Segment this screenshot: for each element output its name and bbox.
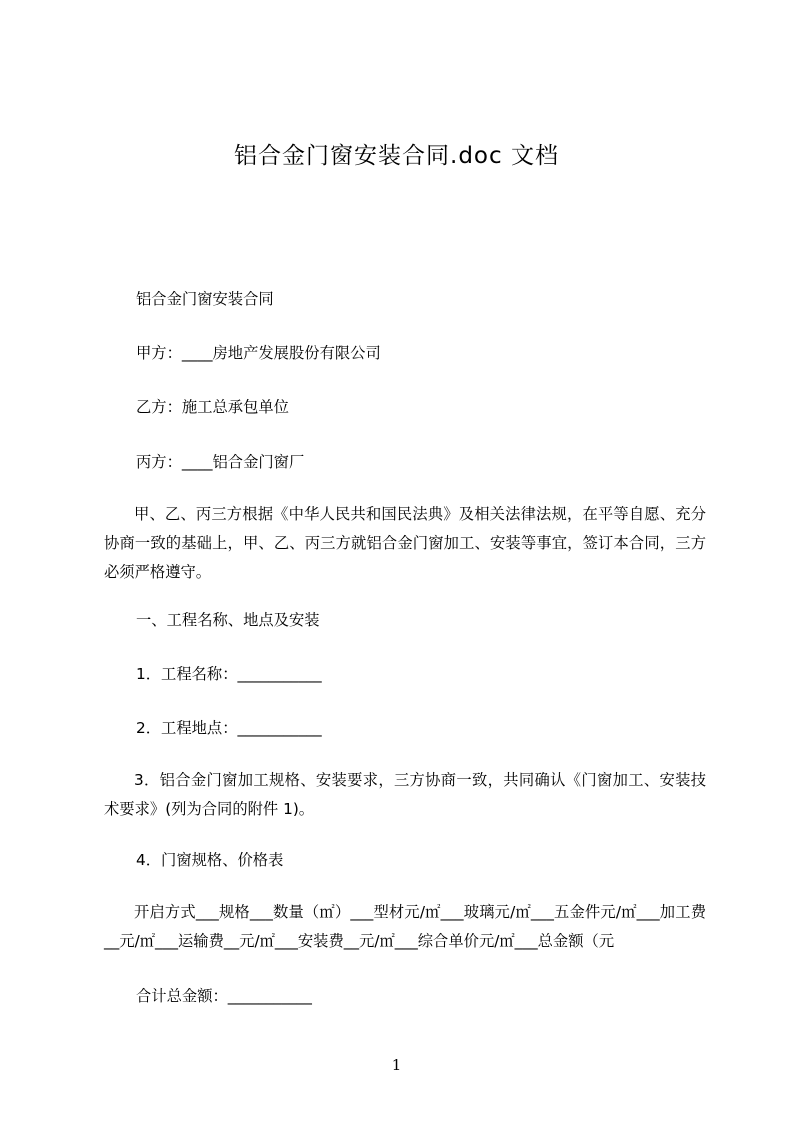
party-c-line: 丙方：____铝合金门窗厂 bbox=[136, 453, 305, 471]
price-table-paragraph: 开启方式___规格___数量（㎡）___型材元/㎡___玻璃元/㎡___五金件元/㎡___加工费__元/㎡___运输费__元/㎡___安装费__元/㎡___综合单价元/㎡___总金额（元 bbox=[104, 903, 706, 950]
spec-price-table-title: 4．门窗规格、价格表 bbox=[136, 851, 284, 869]
section-1-title: 一、工程名称、地点及安装 bbox=[136, 611, 320, 629]
project-name-line: 1．工程名称：___________ bbox=[136, 665, 322, 683]
party-b-line: 乙方：施工总承包单位 bbox=[136, 398, 289, 416]
party-a-line: 甲方：____房地产发展股份有限公司 bbox=[136, 344, 381, 362]
total-amount-line: 合计总金额：___________ bbox=[136, 987, 312, 1005]
contract-heading: 铝合金门窗安装合同 bbox=[136, 290, 274, 308]
page-number: 1 bbox=[391, 1056, 402, 1074]
document-title: 铝合金门窗安装合同.doc 文档 bbox=[234, 143, 559, 169]
spec-requirements-paragraph: 3．铝合金门窗加工规格、安装要求，三方协商一致，共同确认《门窗加工、安装技术要求》(列为合同的附件 1)。 bbox=[104, 771, 706, 818]
intro-paragraph: 甲、乙、丙三方根据《中华人民共和国民法典》及相关法律法规，在平等自愿、充分协商一致的基础上，甲、乙、丙三方就铝合金门窗加工、安装等事宜，签订本合同，三方必须严格遵守。 bbox=[104, 505, 706, 581]
project-location-line: 2．工程地点：___________ bbox=[136, 719, 322, 737]
